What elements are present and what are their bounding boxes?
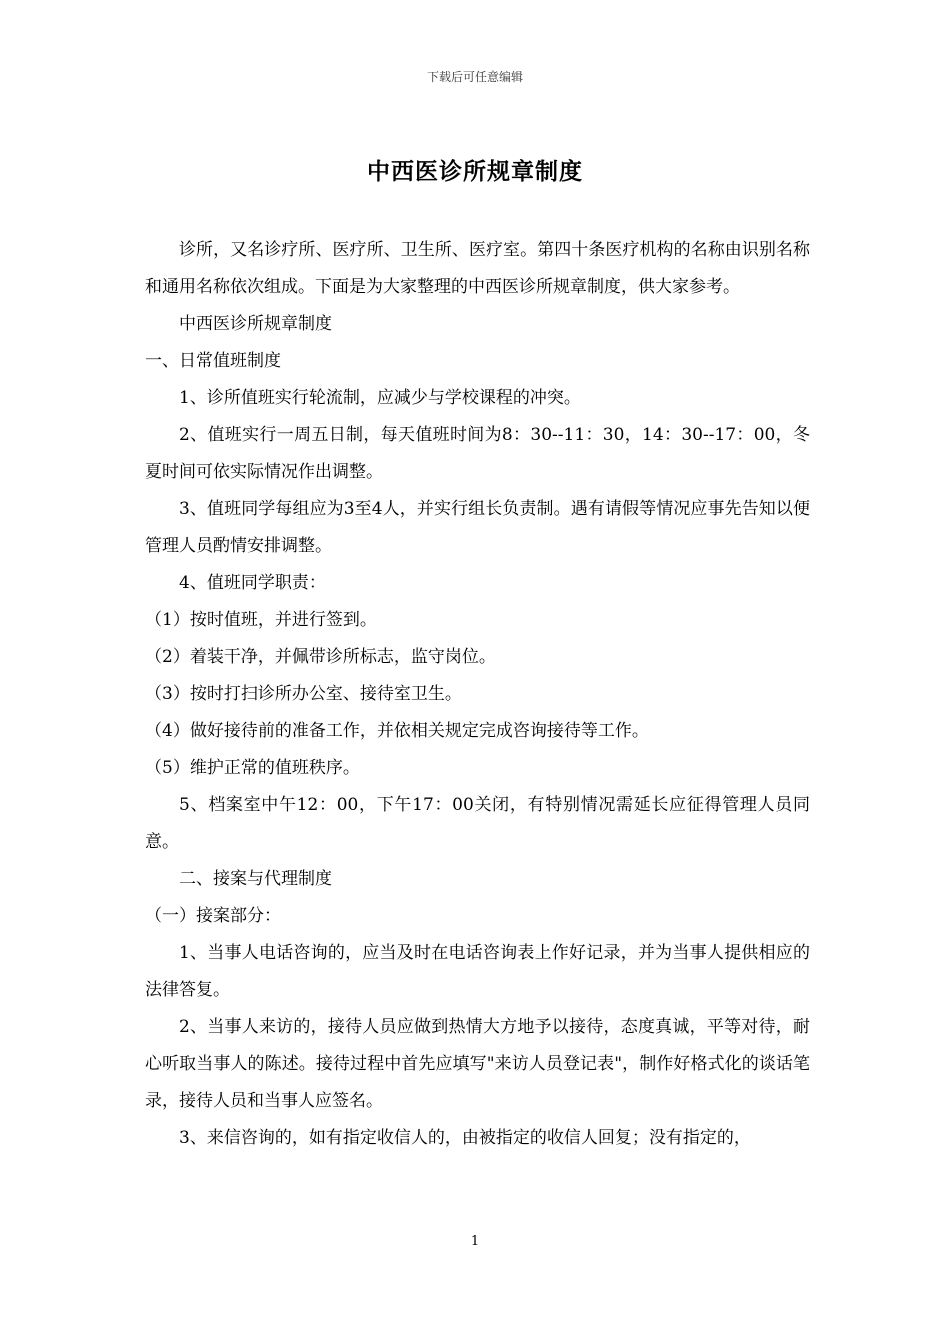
duty-subitem-1: （1）按时值班，并进行签到。: [145, 610, 377, 630]
duty-item-5: 5、档案室中午12：00，下午17：00关闭，有特别情况需延长应征得管理人员同意。: [145, 795, 810, 852]
duty-item-1: 1、诊所值班实行轮流制，应减少与学校课程的冲突。: [179, 388, 581, 408]
page-header-note: 下载后可任意编辑: [426, 70, 523, 84]
intro-paragraph: 诊所，又名诊疗所、医疗所、卫生所、医疗室。第四十条医疗机构的名称由识别名称和通用名称依次组成。下面是为大家整理的中西医诊所规章制度，供大家参考。: [145, 240, 810, 297]
section-heading-case: 二、接案与代理制度: [179, 869, 332, 889]
page-number: 1: [470, 1234, 480, 1249]
duty-item-3: 3、值班同学每组应为3至4人，并实行组长负责制。遇有请假等情况应事先告知以便管理人员酌情安排调整。: [145, 499, 810, 556]
intake-item-2: 2、当事人来访的，接待人员应做到热情大方地予以接待，态度真诚，平等对待，耐心听取当事人的陈述。接待过程中首先应填写"来访人员登记表"，制作好格式化的谈话笔录，接待人员和当事人应签名。: [145, 1017, 810, 1111]
intake-item-1: 1、当事人电话咨询的，应当及时在电话咨询表上作好记录，并为当事人提供相应的法律答复。: [145, 943, 810, 1000]
document-title: 中西医诊所规章制度: [367, 158, 583, 185]
duty-item-2: 2、值班实行一周五日制，每天值班时间为8：30--11：30，14：30--17：00，冬夏时间可依实际情况作出调整。: [145, 425, 810, 482]
section-heading-duty: 一、日常值班制度: [145, 351, 281, 371]
duty-subitem-5: （5）维护正常的值班秩序。: [145, 758, 360, 778]
document-body: [145, 232, 810, 1157]
subsection-heading-intake: （一）接案部分：: [145, 906, 281, 926]
duty-subitem-4: （4）做好接待前的准备工作，并依相关规定完成咨询接待等工作。: [145, 721, 649, 741]
section-heading-main: 中西医诊所规章制度: [179, 314, 332, 334]
duty-subitem-3: （3）按时打扫诊所办公室、接待室卫生。: [145, 684, 462, 704]
duty-item-4: 4、值班同学职责：: [179, 573, 326, 593]
intake-item-3: 3、来信咨询的，如有指定收信人的，由被指定的收信人回复；没有指定的，: [179, 1128, 751, 1148]
duty-subitem-2: （2）着装干净，并佩带诊所标志，监守岗位。: [145, 647, 496, 667]
